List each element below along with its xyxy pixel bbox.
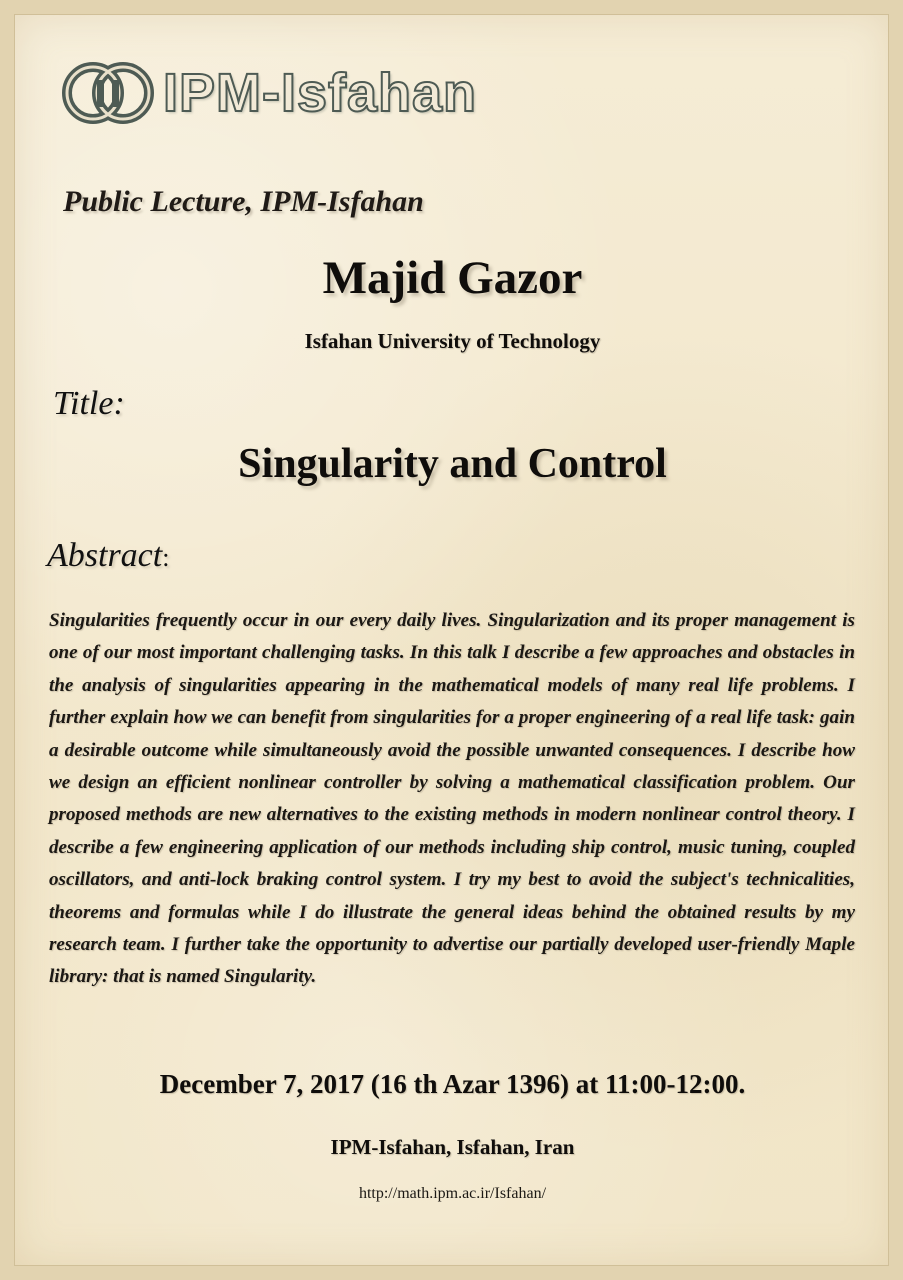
abstract-colon: : bbox=[162, 543, 170, 572]
speaker-name: Majid Gazor bbox=[322, 252, 583, 304]
poster-paper bbox=[14, 14, 889, 1266]
speaker-affiliation: Isfahan University of Technology bbox=[304, 329, 601, 353]
ipm-logo bbox=[61, 53, 477, 133]
website-url: http://math.ipm.ac.ir/Isfahan/ bbox=[358, 1185, 547, 1202]
abstract-label: Abstract bbox=[47, 537, 163, 574]
title-label: Title: bbox=[53, 385, 125, 422]
abstract-text: Singularities frequently occur in our every daily lives. Singularization and its proper management is one of our most important challenging tasks. In this talk I describe a few approaches and obstacles in the analysis of singularities appearing in the mathematical models of many real life problems. I further explain how we can benefit from singularities for a proper engineering of a real life task: gain a desirable outcome while simultaneously avoid the possible unwanted consequences. I describe how we design an efficient nonlinear controller by solving a mathematical classification problem. Our proposed methods are new alternatives to the existing methods in modern nonlinear control theory. I describe a few engineering application of our methods including ship control, music tuning, coupled oscillators, and anti-lock braking control system. I try my best to avoid the subject's technicalities, theorems and formulas while I do illustrate the general ideas behind the obtained results by my research team. I further take the opportunity to advertise our partially developed user-friendly Maple library: that is named Singularity. bbox=[49, 610, 855, 988]
talk-title: Singularity and Control bbox=[238, 441, 667, 487]
abstract-heading bbox=[47, 537, 169, 575]
event-type: Public Lecture, IPM-Isfahan bbox=[63, 185, 424, 218]
logo-text: IPM-Isfahan bbox=[163, 63, 478, 123]
event-venue: IPM-Isfahan, Isfahan, Iran bbox=[330, 1135, 575, 1159]
ipm-rings-icon bbox=[61, 58, 157, 128]
event-date: December 7, 2017 (16 th Azar 1396) at 11:00-12:00. bbox=[159, 1069, 746, 1099]
